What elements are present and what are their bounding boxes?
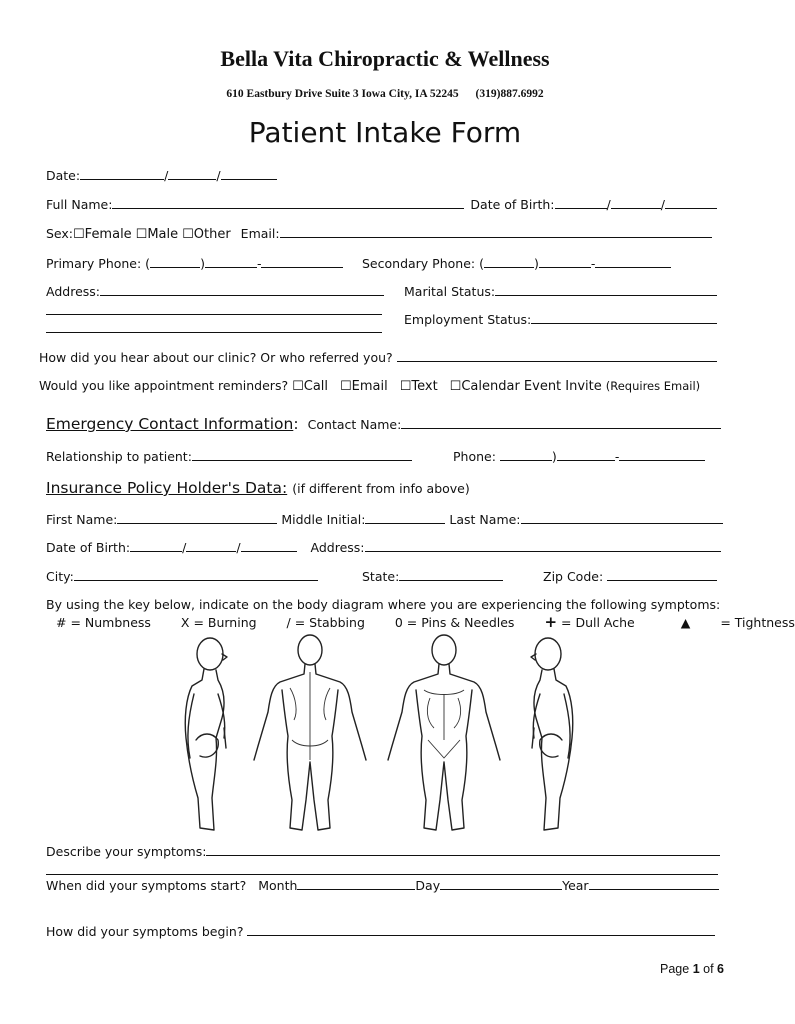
how-begin-row [46,923,715,939]
last-name-label: Last Name: [449,512,521,527]
insurance-address-label: Address: [310,540,365,555]
middle-initial-label: Middle Initial: [281,512,366,527]
body-side-view-right [185,638,227,830]
date-day-field[interactable] [168,167,216,180]
dob-label: Date of Birth: [470,197,555,212]
last-name-field[interactable] [521,511,723,524]
insurance-zip-row [543,568,717,584]
email-field[interactable] [280,225,712,238]
address-field-1[interactable] [100,283,384,296]
email-option-label: Email [351,379,388,394]
plus-icon: + [544,613,558,631]
clinic-name: Bella Vita Chiropractic & Wellness [220,46,550,71]
emergency-phone-area-field[interactable] [500,448,552,461]
year-label: Year [562,878,589,893]
emergency-row [46,414,721,433]
insurance-note: (if different from info above) [292,481,470,496]
insurance-dob-day-field[interactable] [186,539,236,552]
email-label: Email: [240,226,280,241]
clinic-address-line [0,88,770,100]
relationship-row [46,448,412,464]
emergency-phone-prefix-field[interactable] [557,448,615,461]
how-begin-field[interactable] [247,923,715,936]
primary-phone-prefix-field[interactable] [205,255,257,268]
state-field[interactable] [399,568,503,581]
key-pins-needles: 0 = Pins & Needles [394,615,515,630]
first-name-label: First Name: [46,512,118,527]
describe-label: Describe your symptoms: [46,844,207,859]
insurance-heading: Insurance Policy Holder's Data: [46,479,288,497]
middle-initial-field[interactable] [365,511,445,524]
how-begin-label: How did your symptoms begin? [46,924,244,939]
body-front-view [388,635,500,830]
zip-label: Zip Code: [543,569,604,584]
dob-year-field[interactable] [665,196,717,209]
form-title: Patient Intake Form [248,116,522,149]
checkbox-calendar[interactable]: ☐ [449,379,462,394]
address-field-3[interactable] [46,320,382,333]
page-word: Page [660,962,690,976]
dob-month-field[interactable] [555,196,607,209]
secondary-phone-line-field[interactable] [595,255,671,268]
address-row-3 [46,318,382,337]
date-year-field[interactable] [221,167,277,180]
symptom-instruction: By using the key below, indicate on the body diagram where you are experiencing the following symptoms: [46,597,721,612]
dob-day-field[interactable] [611,196,661,209]
emergency-phone-row: Phone: ) - [453,448,705,464]
full-name-label: Full Name: [46,197,113,212]
checkbox-female[interactable]: ☐ [73,227,85,242]
referral-row [39,349,717,365]
body-side-view-left [531,638,573,830]
insurance-row [46,478,470,497]
requires-email-note: (Requires Email) [605,379,701,393]
state-label: State: [362,569,400,584]
referral-label: How did you hear about our clinic? Or who referred you? [39,350,393,365]
day-field[interactable] [440,877,562,890]
insurance-address-field[interactable] [365,539,721,552]
first-name-field[interactable] [117,511,277,524]
insurance-dob-month-field[interactable] [130,539,182,552]
month-label: Month [258,878,298,893]
key-stabbing: / = Stabbing [286,615,365,630]
secondary-phone-label: Secondary Phone: ( [362,256,484,271]
checkbox-email[interactable]: ☐ [340,379,352,394]
call-label: Call [303,379,329,394]
date-label: Date: [46,168,81,183]
address-row-2 [46,300,382,319]
page-number: 1 [692,962,700,976]
describe-field-1[interactable] [206,843,720,856]
referral-field[interactable] [397,349,717,362]
address-label: Address: [46,284,100,299]
body-back-view [254,635,366,830]
year-field[interactable] [589,877,719,890]
month-field[interactable] [297,877,415,890]
city-field[interactable] [74,568,318,581]
emergency-phone-line-field[interactable] [619,448,705,461]
checkbox-other[interactable]: ☐ [182,227,194,242]
sex-label: Sex: [46,226,74,241]
employment-row [404,311,717,327]
key-burning: X = Burning [180,615,257,630]
describe-row [46,843,720,859]
male-label: Male [147,227,179,242]
contact-name-field[interactable] [401,416,721,429]
primary-phone-label: Primary Phone: ( [46,256,151,271]
page-total: 6 [717,962,724,976]
full-name-row: Full Name: Date of Birth: / / [46,196,717,212]
marital-status-label: Marital Status: [404,284,496,299]
marital-status-field[interactable] [495,283,717,296]
primary-phone-row: Primary Phone: ( ) - [46,255,343,271]
female-label: Female [84,227,132,242]
reminders-row [39,378,700,394]
triangle-icon: ▲ [680,615,691,630]
when-start-label: When did your symptoms start? [46,878,247,893]
of-word: of [703,962,714,976]
insurance-city-row [46,568,318,584]
text-label: Text [411,379,438,394]
employment-status-label: Employment Status: [404,312,532,327]
key-numbness: # = Numbness [56,615,151,630]
describe-field-2[interactable] [46,862,718,875]
sex-row [46,225,712,242]
insurance-dob-label: Date of Birth: [46,540,131,555]
full-name-field[interactable] [112,196,464,209]
date-row: Date: / / [46,167,277,183]
city-label: City: [46,569,74,584]
emergency-colon: : [293,415,299,433]
insurance-name-row [46,511,723,527]
marital-row [404,283,717,299]
key-dull-ache: = Dull Ache [561,615,635,630]
page-indicator [660,962,724,976]
employment-status-field[interactable] [531,311,717,324]
insurance-state-row [362,568,503,584]
when-start-row [46,877,719,893]
clinic-phone: (319)887.6992 [475,88,544,100]
secondary-phone-row: Secondary Phone: ( ) - [362,255,671,271]
checkbox-text[interactable]: ☐ [399,379,412,394]
reminders-label: Would you like appointment reminders? [39,378,289,393]
zip-field[interactable] [607,568,717,581]
checkbox-call[interactable]: ☐ [292,379,304,394]
contact-name-label: Contact Name: [307,417,402,432]
key-tightness: = Tightness [720,615,795,630]
calendar-label: Calendar Event Invite [461,379,602,394]
insurance-dob-year-field[interactable] [241,539,297,552]
address-field-2[interactable] [46,302,382,315]
emergency-phone-label: Phone: [453,449,496,464]
secondary-phone-prefix-field[interactable] [539,255,591,268]
secondary-phone-area-field[interactable] [484,255,534,268]
relationship-field[interactable] [192,448,412,461]
relationship-label: Relationship to patient: [46,449,192,464]
body-diagram[interactable] [140,628,610,838]
day-label: Day [415,878,441,893]
date-month-field[interactable] [80,167,164,180]
primary-phone-area-field[interactable] [150,255,200,268]
emergency-heading: Emergency Contact Information [46,415,294,433]
checkbox-male[interactable]: ☐ [135,227,148,242]
key-tightness-group [681,615,795,630]
other-label: Other [193,227,231,242]
address-row [46,283,384,299]
clinic-address: 610 Eastbury Drive Suite 3 Iowa City, IA 52245 [226,88,459,100]
insurance-dob-row: Date of Birth: / / Address: [46,539,721,555]
primary-phone-line-field[interactable] [261,255,343,268]
